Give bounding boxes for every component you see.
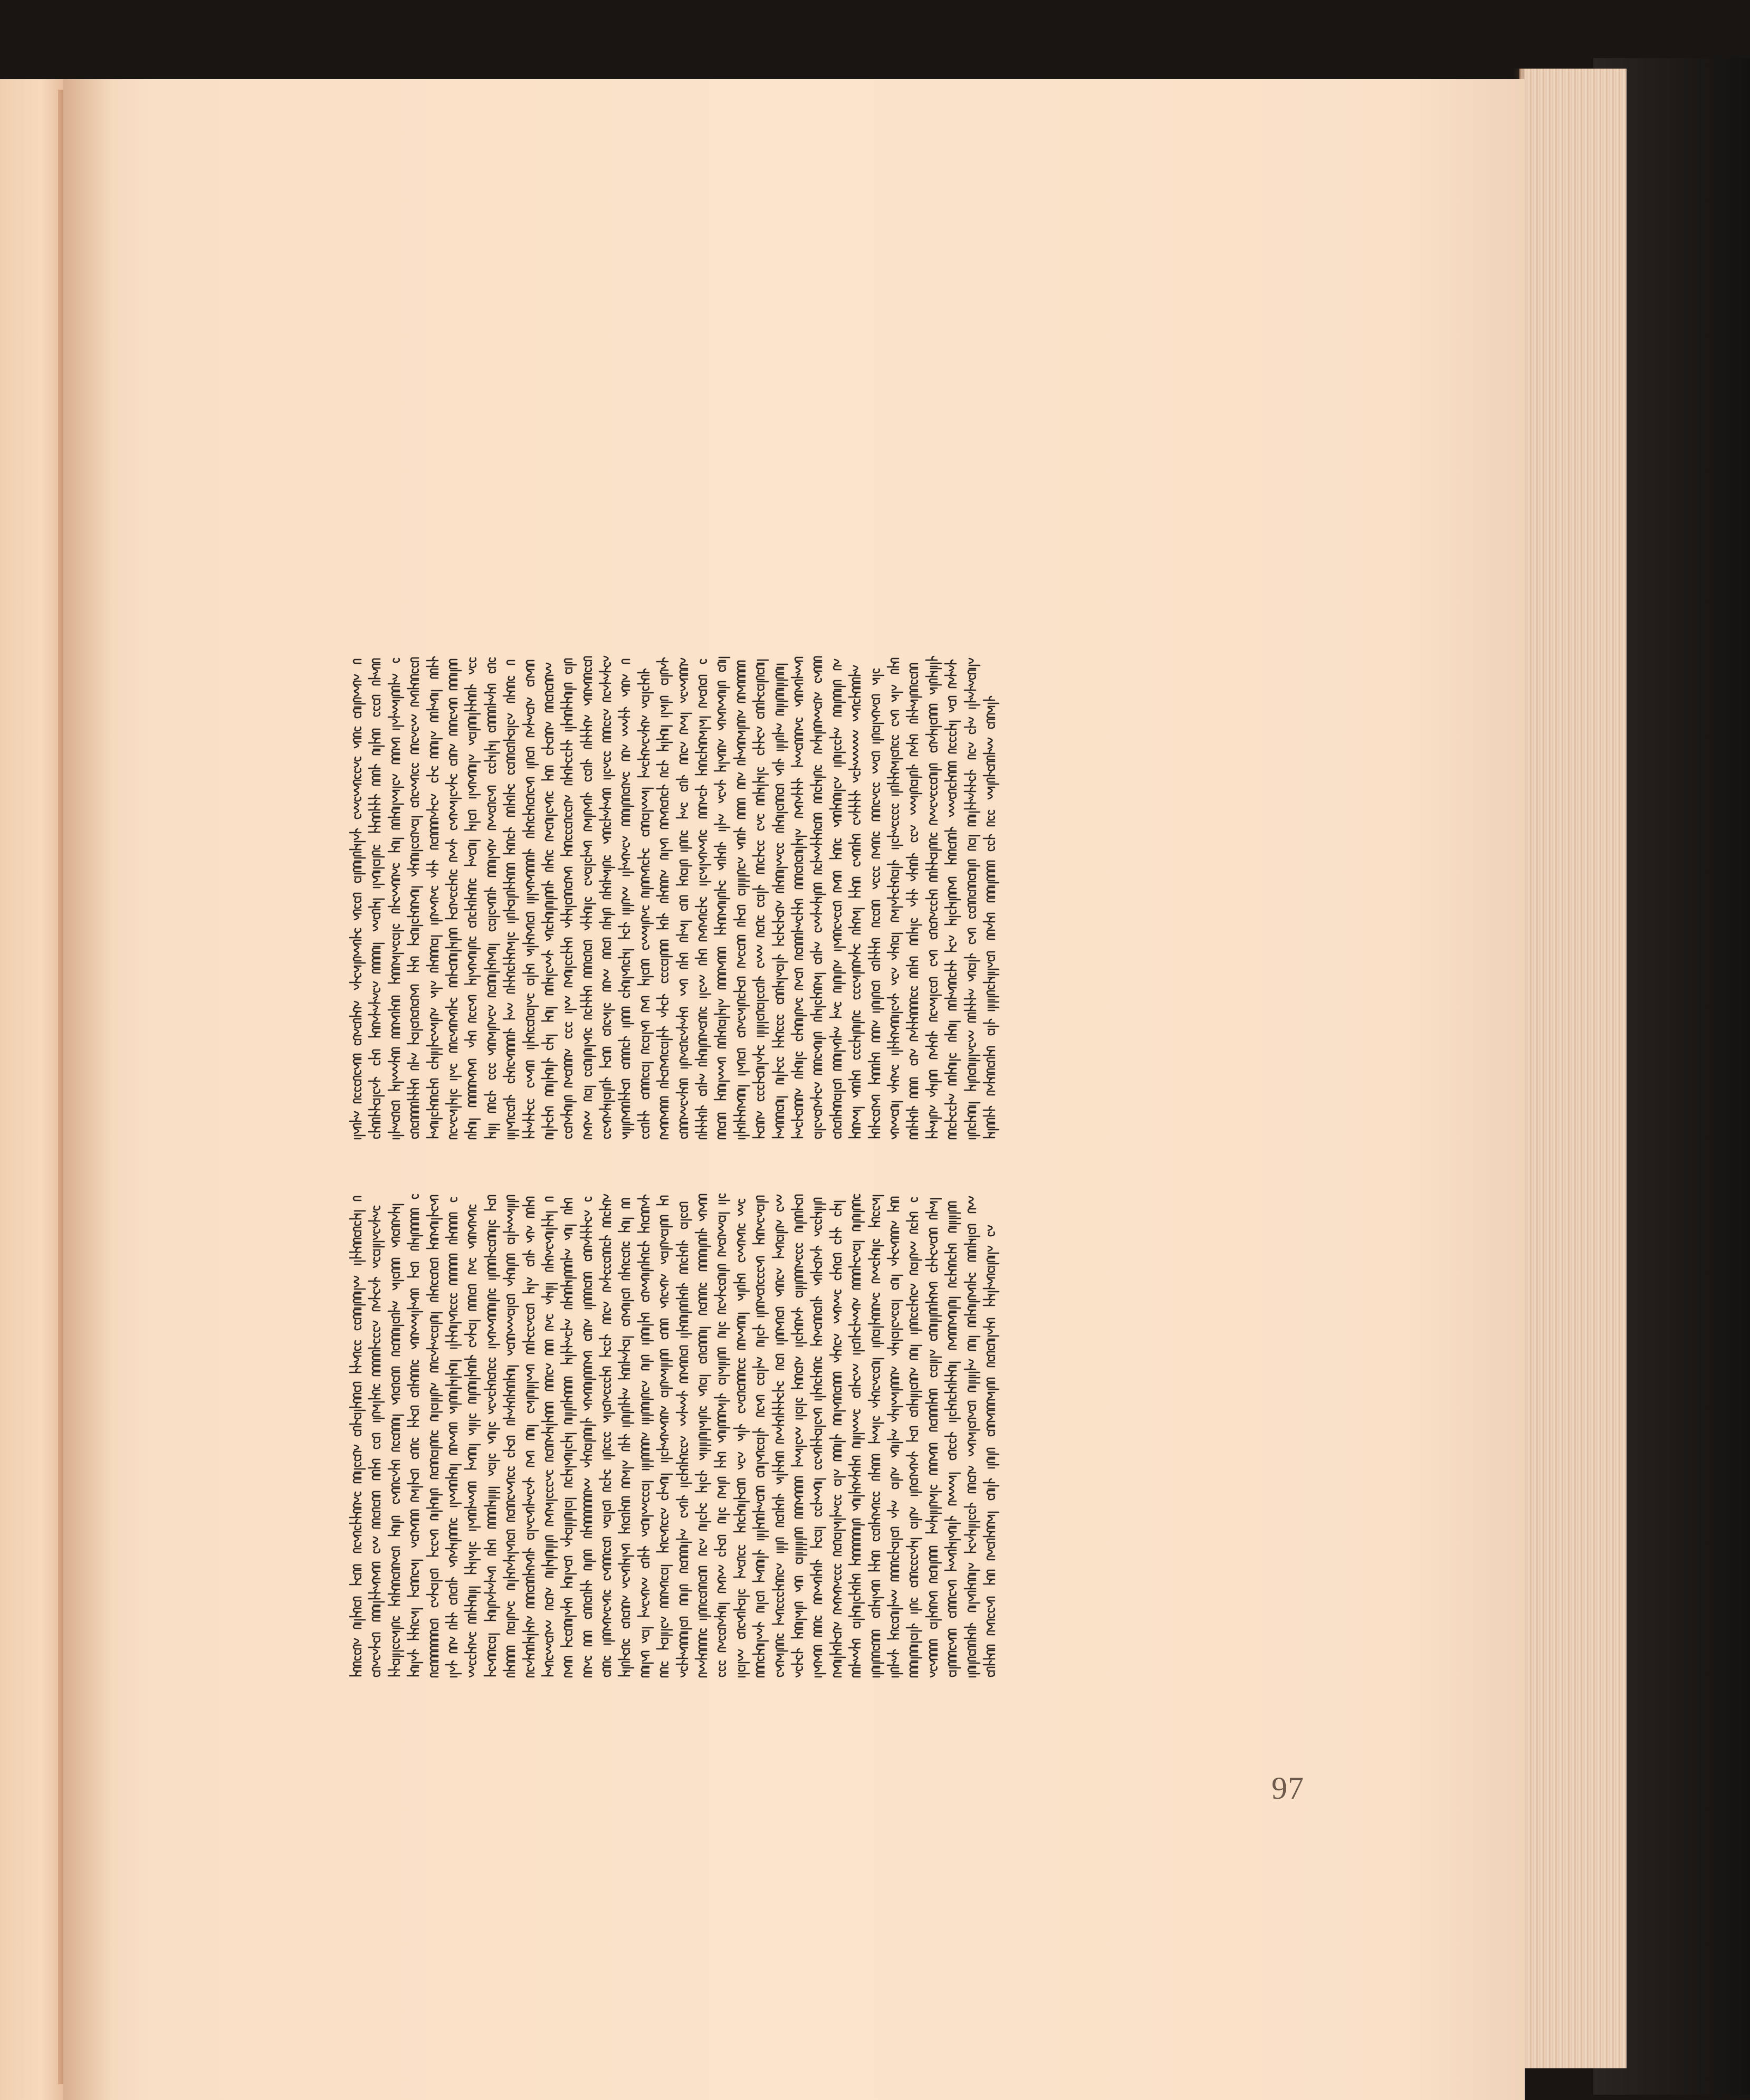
gutter-shadow	[63, 79, 111, 2100]
manuscript-plate	[348, 649, 1002, 1678]
manuscript-line	[982, 649, 1000, 1140]
manuscript-line	[790, 649, 808, 1140]
manuscript-line	[521, 1187, 540, 1678]
manuscript-line	[924, 649, 943, 1140]
manuscript-line	[732, 1187, 751, 1678]
manuscript-line	[713, 649, 731, 1140]
manuscript-line	[483, 649, 501, 1140]
manuscript-line	[963, 649, 981, 1140]
manuscript-line	[559, 1187, 578, 1678]
manuscript-line	[425, 649, 444, 1140]
manuscript-line	[771, 1187, 789, 1678]
manuscript-column-left	[348, 1187, 1002, 1678]
manuscript-line	[867, 649, 885, 1140]
manuscript-line	[828, 649, 847, 1140]
manuscript-line	[444, 649, 463, 1140]
manuscript-line	[809, 649, 827, 1140]
manuscript-line	[617, 649, 635, 1140]
manuscript-line	[675, 1187, 693, 1678]
manuscript-line	[847, 649, 866, 1140]
manuscript-line	[713, 1187, 731, 1678]
manuscript-line	[655, 649, 674, 1140]
manuscript-line	[963, 1187, 981, 1678]
manuscript-line	[694, 649, 712, 1140]
manuscript-line	[617, 1187, 635, 1678]
manuscript-column-right	[348, 649, 1002, 1140]
manuscript-line	[751, 1187, 770, 1678]
manuscript-line	[828, 1187, 847, 1678]
manuscript-line	[905, 1187, 923, 1678]
manuscript-line	[579, 649, 597, 1140]
manuscript-line	[521, 649, 540, 1140]
manuscript-line	[598, 649, 616, 1140]
manuscript-line	[463, 649, 482, 1140]
manuscript-line	[982, 1187, 1000, 1678]
manuscript-line	[867, 1187, 885, 1678]
manuscript-line	[387, 649, 405, 1140]
manuscript-line	[483, 1187, 501, 1678]
manuscript-line	[771, 649, 789, 1140]
manuscript-line	[348, 1187, 367, 1678]
manuscript-line	[348, 649, 367, 1140]
manuscript-line	[540, 1187, 559, 1678]
manuscript-line	[905, 649, 923, 1140]
manuscript-line	[540, 649, 559, 1140]
manuscript-line	[751, 649, 770, 1140]
manuscript-line	[886, 649, 904, 1140]
manuscript-line	[847, 1187, 866, 1678]
manuscript-line	[943, 649, 962, 1140]
manuscript-line	[406, 649, 424, 1140]
manuscript-line	[675, 649, 693, 1140]
manuscript-line	[559, 649, 578, 1140]
manuscript-line	[694, 1187, 712, 1678]
manuscript-line	[579, 1187, 597, 1678]
manuscript-line	[655, 1187, 674, 1678]
manuscript-line	[886, 1187, 904, 1678]
manuscript-line	[598, 1187, 616, 1678]
manuscript-line	[387, 1187, 405, 1678]
manuscript-line	[425, 1187, 444, 1678]
manuscript-line	[924, 1187, 943, 1678]
page-stack-edges	[1519, 69, 1627, 2068]
manuscript-line	[444, 1187, 463, 1678]
manuscript-line	[502, 649, 520, 1140]
manuscript-line	[636, 1187, 655, 1678]
manuscript-line	[367, 1187, 386, 1678]
manuscript-line	[809, 1187, 827, 1678]
manuscript-line	[367, 649, 386, 1140]
manuscript-line	[636, 649, 655, 1140]
manuscript-line	[502, 1187, 520, 1678]
manuscript-line	[463, 1187, 482, 1678]
manuscript-line	[406, 1187, 424, 1678]
manuscript-line	[732, 649, 751, 1140]
manuscript-line	[943, 1187, 962, 1678]
page-number: 97	[1271, 1771, 1304, 1806]
manuscript-line	[790, 1187, 808, 1678]
